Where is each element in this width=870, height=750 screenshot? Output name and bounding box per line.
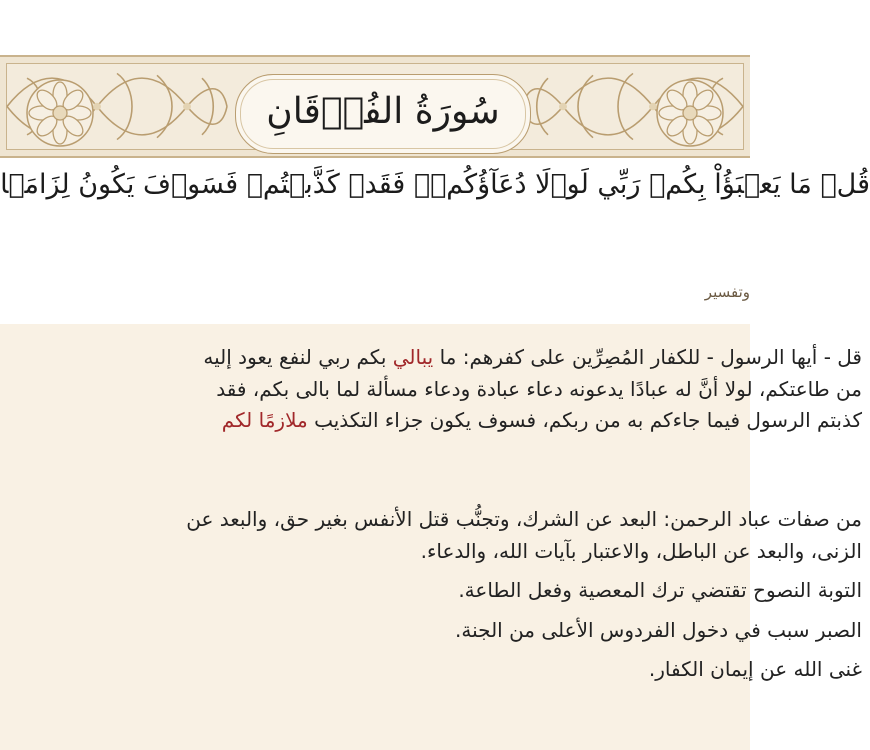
right-rosette-icon xyxy=(655,78,725,148)
lesson-item: الصبر سبب في دخول الفردوس الأعلى من الجنة. xyxy=(455,617,862,642)
lesson-item: التوبة النصوح تقتضي ترك المعصية وفعل الطاعة. xyxy=(458,578,862,602)
tafsir-text-segment: كذبتم الرسول فيما جاءكم به من ربكم، فسوف يكون جزاء التكذيب xyxy=(307,408,862,432)
lesson-item-continued: الزنى، والبعد عن الباطل، والاعتبار بآيات الله، والدعاء. xyxy=(420,538,862,563)
lesson-item: غنى الله عن إيمان الكفار. xyxy=(648,657,862,681)
tafsir-text-segment: بكم ربي لنفع يعود إليه xyxy=(203,345,393,369)
surah-title-cartouche xyxy=(235,74,531,154)
lesson-item: من صفات عباد الرحمن: البعد عن الشرك، وتجنُّب قتل الأنفس بغير حق، والبعد عن xyxy=(186,507,862,531)
tafsir-line xyxy=(12,405,862,437)
highlighted-word[interactable]: يبالي xyxy=(392,345,434,369)
highlighted-word[interactable]: ملازمًا لكم xyxy=(221,408,308,432)
banner-frame xyxy=(6,63,744,150)
tafsir-line: من طاعتكم، لولا أنَّ له عبادًا يدعونه دعاء عبادة ودعاء مسألة لما بالى بكم، فقد xyxy=(216,376,862,401)
left-rosette-icon xyxy=(25,78,95,148)
surah-title: سُورَةُ الفُرۡقَانِ xyxy=(266,91,500,132)
tafsir-text-segment: قل - أيها الرسول - للكفار المُصِرِّين على كفرهم: ما xyxy=(433,345,862,369)
tafsir-line xyxy=(12,342,862,374)
tafsir-text xyxy=(12,342,862,437)
lessons-list xyxy=(12,504,862,686)
surah-header-banner xyxy=(0,55,750,158)
tafsir-panel xyxy=(0,324,862,750)
quran-verse-text[interactable]: قُلۡ مَا يَعۡبَؤُاْ بِكُمۡ رَبِّي لَوۡلَا دُعَآؤُكُمۡۖ فَقَدۡ كَذَّبۡتُمۡ فَسَوۡفَ يَكُونُ لِزَامَۢا xyxy=(0,169,870,200)
tafsir-label[interactable]: وتفسير xyxy=(704,283,750,301)
